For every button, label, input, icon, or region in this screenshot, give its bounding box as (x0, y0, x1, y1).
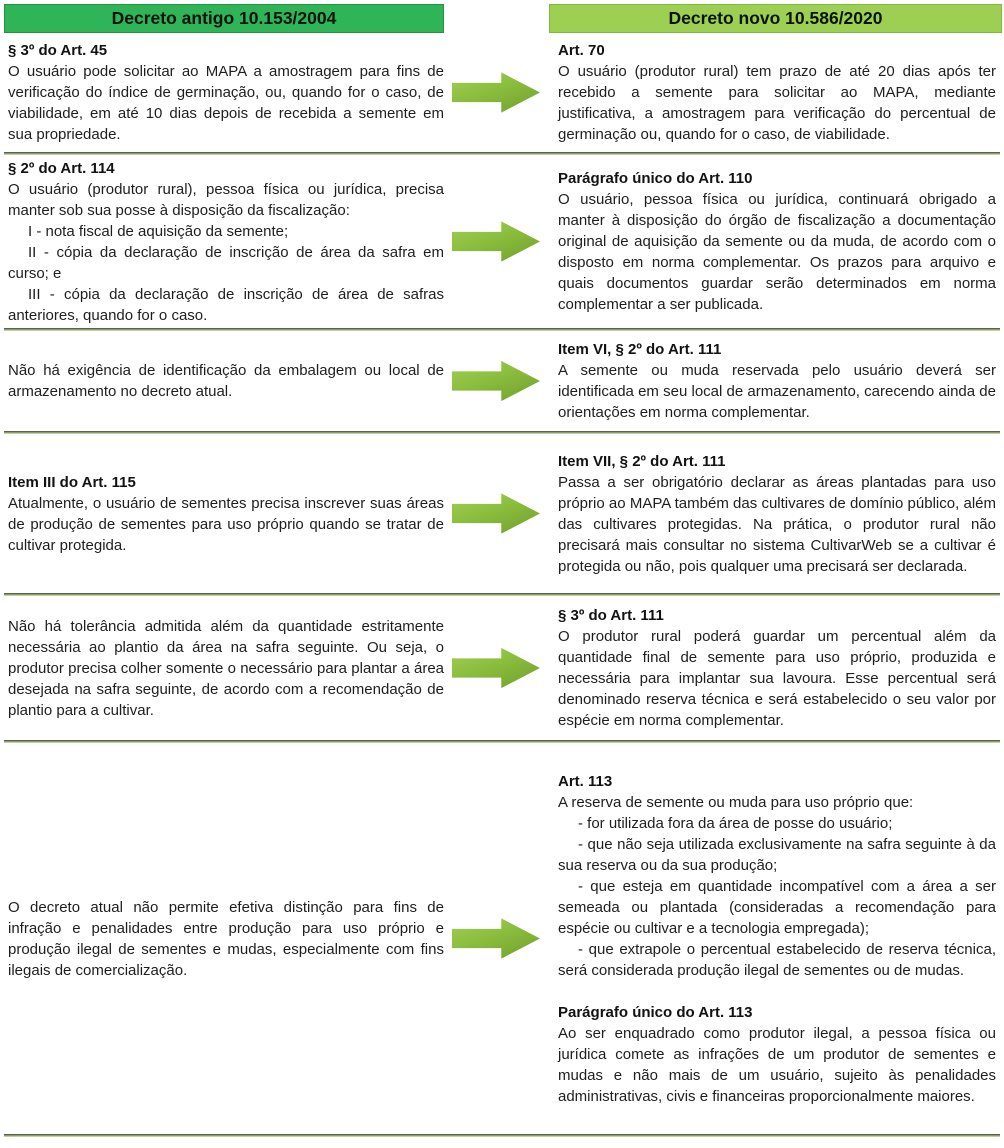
list-item: III - cópia da declaração de inscrição de área de safras anteriores, quando for o caso. (8, 285, 444, 324)
old-decree-cell (8, 472, 444, 556)
row-connector (444, 72, 548, 114)
old-decree-header-bar: Decreto antigo 10.153/2004 (4, 4, 444, 33)
old-decree-cell (8, 897, 444, 981)
row-connector (444, 918, 548, 960)
section-paragraph: Atualmente, o usuário de sementes precisa inscrever suas áreas de produção de sementes para uso próprio quando se tratar de cultivar protegida. (8, 494, 444, 554)
comparison-row (0, 434, 1004, 593)
row-connector (444, 360, 548, 402)
section-paragraph: A semente ou muda reservada pelo usuário deverá ser identificada em seu local de armazenamento, carecendo ainda de orientações em norma complementar. (558, 362, 996, 421)
new-decree-cell (548, 339, 996, 423)
list-item: - que não seja utilizada exclusivamente na safra seguinte à da sua reserva ou da sua produção; (558, 835, 996, 874)
new-decree-header-bar: Decreto novo 10.586/2020 (549, 4, 1002, 33)
section-paragraph: O usuário (produtor rural) tem prazo de até 20 dias após ter recebido a semente para solicitar ao MAPA, mediante justificativa, a amostragem para verificação do percentual de germinação ou, quando for o caso, de viabilidade. (558, 63, 996, 143)
comparison-row (0, 155, 1004, 328)
arrow-right-icon (452, 647, 540, 689)
section-heading: Item VI, § 2º do Art. 111 (558, 341, 722, 358)
column-headers (0, 0, 1004, 33)
old-decree-cell (8, 158, 444, 326)
row-connector (444, 221, 548, 263)
section-paragraph: O usuário (produtor rural), pessoa física ou jurídica, precisa manter sob sua posse à disposição da fiscalização: (8, 180, 444, 219)
list-item: II - cópia da declaração de inscrição de área da safra em curso; e (8, 243, 444, 282)
new-decree-cell (548, 771, 996, 1107)
comparison-row (0, 596, 1004, 740)
new-decree-cell (548, 40, 996, 145)
old-decree-cell (8, 360, 444, 402)
comparison-row (0, 331, 1004, 431)
section-heading: Parágrafo único do Art. 110 (558, 170, 753, 187)
arrow-right-icon (452, 493, 540, 535)
section-paragraph: O usuário pode solicitar ao MAPA a amostragem para fins de verificação do índice de germinação, ou, quando for o caso, de viabilidade, em até 10 dias depois de recebida a semente em sua propriedade. (8, 63, 444, 143)
row-connector (444, 647, 548, 689)
section-paragraph: Passa a ser obrigatório declarar as áreas plantadas para uso próprio ao MAPA também das cultivares de domínio público, além das cultivares protegidas. Na prática, o produtor rural não precisará mais consultar no sistema CultivarWeb se a cultivar é protegida ou não, pois qualquer uma precisará ser declarada. (558, 473, 996, 575)
section-paragraph: Ao ser enquadrado como produtor ilegal, a pessoa física ou jurídica comete as infrações de um produtor de sementes e mudas e não mais de um usuário, sujeito às penalidades administrativas, civis e financeiras proporcionalmente maiores. (558, 1024, 996, 1105)
section-paragraph: Não há exigência de identificação da embalagem ou local de armazenamento no decreto atual. (8, 362, 444, 400)
list-item: - que esteja em quantidade incompatível com a área a ser semeada ou plantada (consideradas a recomendação para espécie ou cultivar e a tecnologia empregada); (558, 877, 996, 937)
section-paragraph: O produtor rural poderá guardar um percentual além da quantidade final de semente para uso próprio, produzida e necessária para implantar sua lavoura. Esse percentual será denominado reserva técnica e será estabelecido o seu valor por espécie em norma complementar. (558, 628, 996, 729)
row-divider (4, 1134, 1000, 1137)
arrow-right-icon (452, 918, 540, 960)
comparison-row (0, 33, 1004, 152)
row-connector (444, 493, 548, 535)
old-decree-cell (8, 40, 444, 145)
section-paragraph: Não há tolerância admitida além da quantidade estritamente necessária ao plantio da área na safra seguinte. Ou seja, o produtor precisa colher somente o necessário para plantar a área desejada na safra seguinte, de acordo com a recomendação de plantio para a cultivar. (8, 617, 444, 719)
old-decree-cell (8, 616, 444, 721)
arrow-right-icon (452, 221, 540, 263)
new-decree-cell (548, 168, 996, 315)
section-heading: Item VII, § 2º do Art. 111 (558, 452, 726, 470)
section-heading: § 2º do Art. 114 (8, 159, 115, 177)
list-item: I - nota fiscal de aquisição da semente; (28, 222, 289, 240)
section-paragraph: A reserva de semente ou muda para uso próprio que: (558, 793, 914, 811)
arrow-right-icon (452, 72, 540, 114)
section-heading: Item III do Art. 115 (8, 473, 136, 491)
new-decree-cell (548, 451, 996, 577)
list-item: - for utilizada fora da área de posse do usuário; (578, 814, 893, 832)
section-paragraph: O usuário, pessoa física ou jurídica, continuará obrigado a manter à disposição do órgão de fiscalização a documentação original de aquisição da semente ou da muda, de acordo com o disposto em norma complementar. Os prazos para arquivo e quais documentos guardar serão determinados em norma complementar a ser publicada. (558, 191, 996, 313)
section-heading: Art. 70 (558, 42, 605, 59)
section-heading: Parágrafo único do Art. 113 (558, 1003, 753, 1021)
comparison-row (0, 743, 1004, 1134)
list-item: - que extrapole o percentual estabelecido de reserva técnica, será considerada produção ilegal de sementes ou de mudas. (558, 940, 996, 979)
new-decree-cell (548, 605, 996, 731)
section-heading: § 3º do Art. 111 (558, 607, 664, 624)
section-heading: § 3º do Art. 45 (8, 42, 108, 59)
arrow-right-icon (452, 360, 540, 402)
section-heading: Art. 113 (558, 772, 613, 790)
section-paragraph: O decreto atual não permite efetiva distinção para fins de infração e penalidades entre produção para uso próprio e produção ilegal de sementes e mudas, especialmente com fins ilegais de comercialização. (8, 898, 444, 979)
